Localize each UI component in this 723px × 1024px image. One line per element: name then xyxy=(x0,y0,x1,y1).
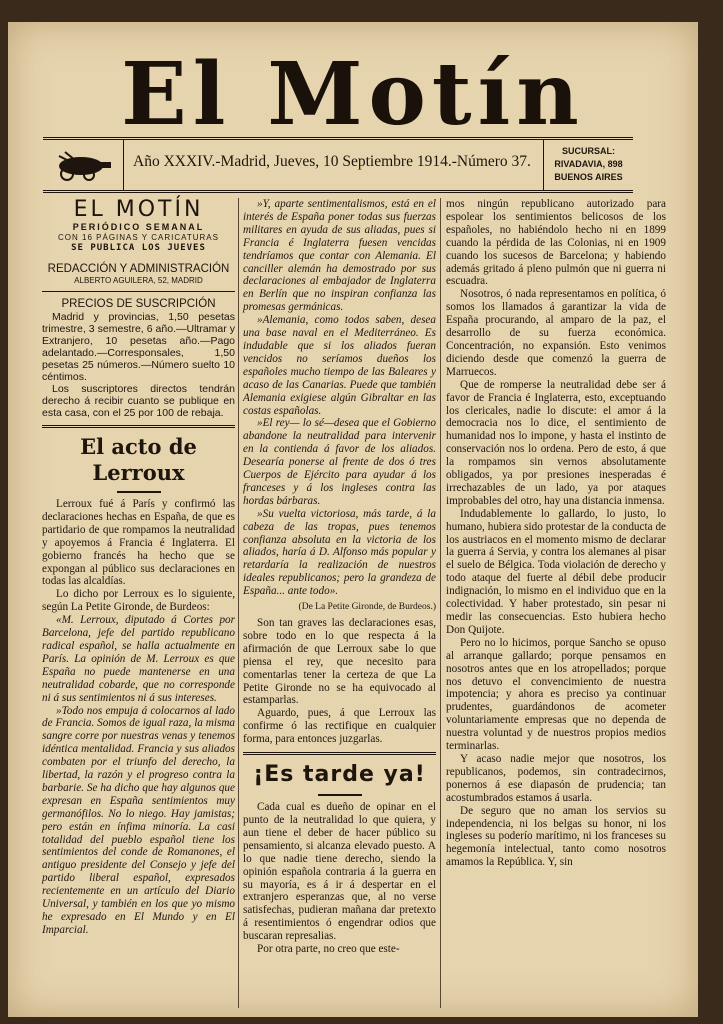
divider xyxy=(243,752,436,755)
emblem-box xyxy=(43,140,124,190)
admin-heading: REDACCIÓN Y ADMINISTRACIÓN xyxy=(47,263,230,275)
branch-street: RIVADAVIA, 898 xyxy=(554,159,623,169)
article1-source: (De La Petite Gironde, de Burdeos.) xyxy=(298,602,436,613)
article1-quote4: »Alemania, como todos saben, desea una base naval en el Mediterráneo. Es indudable que si los aliados fueran vencidos no seríamos dueños los españoles mucho tiempo de las Baleares y acaso de las Canarias. Puede que también Alemania exigiese algún Gibraltar en las costas españolas. xyxy=(243,314,436,417)
article2-p2: Por otra parte, no creo que este- xyxy=(257,943,400,956)
article1-p4: Aguardo, pues, á que Lerroux las confirme ó las rectifique en cualquier forma, para entonces juzgarlas. xyxy=(243,707,436,746)
article1-quote5: »El rey— lo sé—desea que el Gobierno abandone la neutralidad para intervenir en la contienda á favor de los aliados. Desearía ponerse al frente de dos ó tres Cuerpos de Ejército para ayudar á los franceses y á los ingleses contra las hordas bárbaras. xyxy=(243,417,436,507)
col3-p2: Nosotros, ó nada representamos en política, ó somos los llamados á garantizar la vida de España procurando, al amparo de la paz, el desarrollo de su fuerza económica. Concentración, no expansión. Esto venimos diciendo desde que comenzó la guerra de Marruecos. xyxy=(446,288,666,378)
prices-text xyxy=(42,311,235,419)
col3-p3: Que de romperse la neutralidad debe ser á favor de Francia é Inglaterra, esto, exceptuando los clericales, nadie lo discute: el amor á la democracia nos lo dice, el sentimiento de humanidad nos lo impone, y hasta el instinto de conservación nos lo ordena. Pero de esto, á que la rompamos sin vernos absolutamente obligados, ya por presiones inesperadas é irrechazables de un lado, ya por ataques improbables del otro, hay una distancia inmensa. xyxy=(446,378,666,507)
issue-line: Año XXXIV.-Madrid, Jueves, 10 Septiembre 1914.-Número 37. xyxy=(133,153,531,170)
article1-p3: Son tan graves las declaraciones esas, sobre todo en lo que respecta á la afirmación de que Lerroux sabe lo que piensa el rey, que necesito para comentarlas tener la certeza de que La Petite Gironde no se ha equivocado al estamparlas. xyxy=(243,617,436,707)
col3-p7: De seguro que no aman los servios su independencia, ni los belgas su honor, ni los ingleses su poderío marítimo, ni los franceses su hegemonía intelectual, tanto como nosotros amamos la República. Y, sin xyxy=(446,804,666,869)
column-1 xyxy=(42,198,235,937)
box-publishes: SE PUBLICA LOS JUEVES xyxy=(71,243,206,253)
issue-info-bar xyxy=(43,137,633,193)
article1-quote3: »Y, aparte sentimentalismos, está en el interés de España poner todas sus fuerzas militares en ayuda de sus aliadas, pues si Francia é Inglaterra fuesen vencidas tendríamos que contar con Alemania. El canciller alemán ha demostrado por sus declaraciones al embajador de Inglaterra en Berlín que no inspiran confianza las promesas germánicas. xyxy=(243,198,436,314)
cannon-emblem-icon xyxy=(51,148,115,182)
article1-headline: El acto de Lerroux xyxy=(80,434,197,485)
article2-headline: ¡Es tarde ya! xyxy=(253,762,426,788)
box-pages: CON 16 PÁGINAS Y CARICATURAS xyxy=(58,233,219,242)
divider xyxy=(42,425,235,428)
col3-p4: Indudablemente lo gallardo, lo justo, lo humano, hubiera sido protestar de la conducta de los austriacos en el momento mismo de declarar la guerra á Servia, y contra los alemanes al pisar el suelo de Bélgica. Toda violación de derecho y todo ataque del fuerte al débil debe producir indignación, lo mismo en el individuo que en la colectividad. Y haber protestado, sin pesar ni medir las consecuencias. Esto hubiera hecho Don Quijote. xyxy=(446,507,666,636)
column-rule xyxy=(440,198,441,1008)
admin-address: ALBERTO AGUILERA, 52, MADRID xyxy=(74,276,203,285)
article1-p2: Lo dicho por Lerroux es lo siguiente, según La Petite Gironde, de Burdeos: xyxy=(42,588,235,614)
prices-paragraph: Madrid y provincias, 1,50 pesetas trimestre, 3 semestre, 6 año.—Ultramar y Extranjero, 10 pesetas año.—Pago adelantado.—Corresponsales, 1,50 pesetas 25 números.—Número suelto 10 céntimos. xyxy=(42,311,235,383)
article1-quote1: «M. Lerroux, diputado á Cortes por Barcelona, jefe del partido republicano radical español, se halla actualmente en París. La opinión de M. Lerroux es que España no puede mantenerse en una neutralidad cobarde, que no corresponde ni á sus sentimientos ni á sus intereses. xyxy=(42,614,235,704)
prices-heading: PRECIOS DE SUSCRIPCIÓN xyxy=(61,298,216,310)
branch-box xyxy=(543,140,633,190)
column-3 xyxy=(446,198,666,869)
column-2 xyxy=(243,198,436,956)
box-title: EL MOTÍN xyxy=(73,197,204,222)
col3-p6: Y acaso nadie mejor que nosotros, los republicanos, podemos, sin contradecirnos, ponernos á ese diapasón de prudencia; tan acostumbrados estamos á usarla. xyxy=(446,752,666,804)
article1-quote6: »Su vuelta victoriosa, más tarde, á la cabeza de las tropas, pues tenemos confianza absoluta en la victoria de los aliados, haría á D. Alfonso más popular y retardaría la realización de nuestros ideales republicanos; pero la grandeza de España... ante todo». xyxy=(243,507,436,598)
column-rule xyxy=(238,198,239,1008)
branch-label: SUCURSAL: xyxy=(562,146,615,156)
masthead-title: El Motín xyxy=(121,44,585,145)
subscribers-paragraph: Los suscriptores directos tendrán derecho á recibir cuanto se publique en esta casa, con el 25 por 100 de rebaja. xyxy=(42,383,235,419)
box-subtitle: PERIÓDICO SEMANAL xyxy=(72,222,205,232)
divider xyxy=(117,491,161,493)
branch-city: BUENOS AIRES xyxy=(554,172,623,182)
article1-quote2: »Todo nos empuja á colocarnos al lado de Francia. Somos de igual raza, la misma sangre corre por nuestras venas y tenemos idéntica mentalidad. Francia y sus aliados combaten por el triunfo del derecho, la libertad, la razón y el progreso contra la barbarie. Se ha dicho que hay algunos que expresan en España sentimientos muy germanófilos. No lo niego. Hay jamistas; pero están en ínfima minoría. La casi totalidad del pueblo español tiene los sentimientos del conde de Romanones, el antiguo presidente del Consejo y jefe del partido liberal español, expresados recientemente en un artículo del Diario Universal, y también en los que yo mismo he expresado en El Mundo y en El Imparcial. xyxy=(42,704,235,936)
col3-p1: mos ningún republicano autorizado para espolear los sentimientos belicosos de los españoles, no habiéndolo hecho ni en 1899 cuando la pérdida de las Colonias, ni en 1909 cuando los sucesos de Barcelona; y habiendo además gritado á pleno pulmón que ni guerra ni escuadra. xyxy=(446,198,666,288)
newspaper-page xyxy=(8,22,698,1017)
divider xyxy=(42,291,235,292)
divider xyxy=(318,794,362,796)
article1-p1: Lerroux fué á París y confirmó las declaraciones hechas en España, de que es partidario de que rompamos la neutralidad y apoyemos á Francia é Inglaterra. El gobierno francés ha hecho que se expongan al público sus declaraciones en todas las alcaldías. xyxy=(42,498,235,588)
col3-p5: Pero no lo hicimos, porque Sancho se opuso al arranque gallardo; porque pensamos en nosotros antes que en los atropellados; porque nos detuvo el convencimiento de nuestra impotencia; y ahora es preciso ya continuar prudentes, guardándonos de acometer voluntariamente empresas que no dependa de nuestra voluntad y de nuestros propios medios terminarlas. xyxy=(446,636,666,753)
article2-p1: Cada cual es dueño de opinar en el punto de la neutralidad lo que quiera, y aun tiene el deber de hacer público su pensamiento, si alcanza elevado puesto. A lo que nadie tiene derecho, siendo la opinión española contraria á la guerra en su mayoría, es á ir á despertar en el extranjero esperanzas que, al no verse satisfechas, pudieran mañana dar pretexto á resentimientos ó engendrar odios que buscaran represalias. xyxy=(243,801,436,943)
